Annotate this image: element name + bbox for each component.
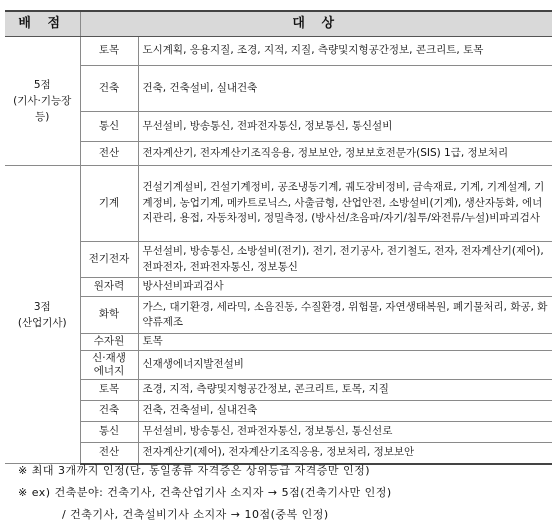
field-cell: 건축 [80,401,138,422]
items-cell: 무선설비, 방송통신, 전파전자통신, 정보통신, 통신선로 [138,422,552,443]
field-cell [80,351,138,380]
items-cell: 건축, 건축설비, 실내건축 [138,66,552,112]
table-row [5,334,552,351]
field-cell: 화학 [80,297,138,334]
table-row [5,142,552,166]
note-line: ※ ex) 건축분야: 건축기사, 건축산업기사 소지자 → 5점(건축기사만 인정) [18,486,392,499]
note-line: ※ 최대 3개까지 인정(단, 동일종류 자격증은 상위등급 자격증만 인정) [18,464,371,477]
field-cell: 수자원 [80,334,138,351]
items-cell: 건축, 건축설비, 실내건축 [138,401,552,422]
table-row [5,351,552,380]
field-cell: 기계 [80,166,138,242]
field-cell: 통신 [80,422,138,443]
score-sublabel: (산업기사) [17,316,67,329]
table-row [5,380,552,401]
items-cell: 도시계획, 응용지질, 조경, 지적, 지질, 측량및지형공간정보, 콘크리트, 토목 [138,37,552,66]
items-cell: 방사선비파괴검사 [138,278,552,297]
table-row [5,401,552,422]
score-cell-3 [5,166,80,464]
field-cell: 토목 [80,380,138,401]
field-cell: 토목 [80,37,138,66]
score-column-header: 배 점 [5,11,80,37]
items-cell: 건설기계설비, 건설기계정비, 공조냉동기계, 궤도장비정비, 금속재료, 기계, 기계설계, 기계정비, 농업기계, 메카트로닉스, 사출금형, 산업안전, 소방설비(기계), 생산자동화, 에너지관리, 용접, 자동차정비, 정밀측정, (방사선/초음파/자기/침투/와전류/누설)비파괴검사 [138,166,552,242]
table-row [5,112,552,142]
table-row [5,166,552,242]
note-line: / 건축기사, 건축설비기사 소지자 → 10점(중복 인정) [18,508,329,521]
score-sublabel: (기사·기능장 [13,95,72,107]
score-label: 5점 [33,79,51,91]
field-cell: 전산 [80,443,138,464]
table-row [5,297,552,334]
items-cell: 조경, 지적, 측량및지형공간정보, 콘크리트, 토목, 지질 [138,380,552,401]
field-cell: 통신 [80,112,138,142]
score-cell-5 [5,37,80,166]
table-row [5,278,552,297]
items-cell: 신재생에너지발전설비 [138,351,552,380]
notes-section [18,460,548,526]
items-cell: 토목 [138,334,552,351]
score-label: 3점 [33,300,51,313]
field-cell: 전산 [80,142,138,166]
items-cell: 무선설비, 방송통신, 전파전자통신, 정보통신, 통신설비 [138,112,552,142]
field-cell: 원자력 [80,278,138,297]
score-sublabel: 등) [35,111,50,123]
table-row [5,66,552,112]
table-header-row [5,11,552,37]
table-row [5,37,552,66]
table-row [5,242,552,278]
field-cell: 건축 [80,66,138,112]
items-cell: 전자계산기(제어), 전자계산기조직응용, 정보처리, 정보보안 [138,443,552,464]
table-row [5,422,552,443]
score-table [5,10,552,465]
items-cell: 무선설비, 방송통신, 소방설비(전기), 전기, 전기공사, 전기철도, 전자, 전자계산기(제어), 전파전자, 전파전자통신, 정보통신 [138,242,552,278]
field-label: 신·재생 [92,352,126,364]
field-cell: 전기전자 [80,242,138,278]
items-cell: 가스, 대기환경, 세라믹, 소음진동, 수질환경, 위험물, 자연생태복원, 폐기물처리, 화공, 화약류제조 [138,297,552,334]
items-cell: 전자계산기, 전자계산기조직응용, 정보보안, 정보보호전문가(SIS) 1급, 정보처리 [138,142,552,166]
target-column-header: 대 상 [80,11,552,37]
field-label: 에너지 [93,365,125,377]
